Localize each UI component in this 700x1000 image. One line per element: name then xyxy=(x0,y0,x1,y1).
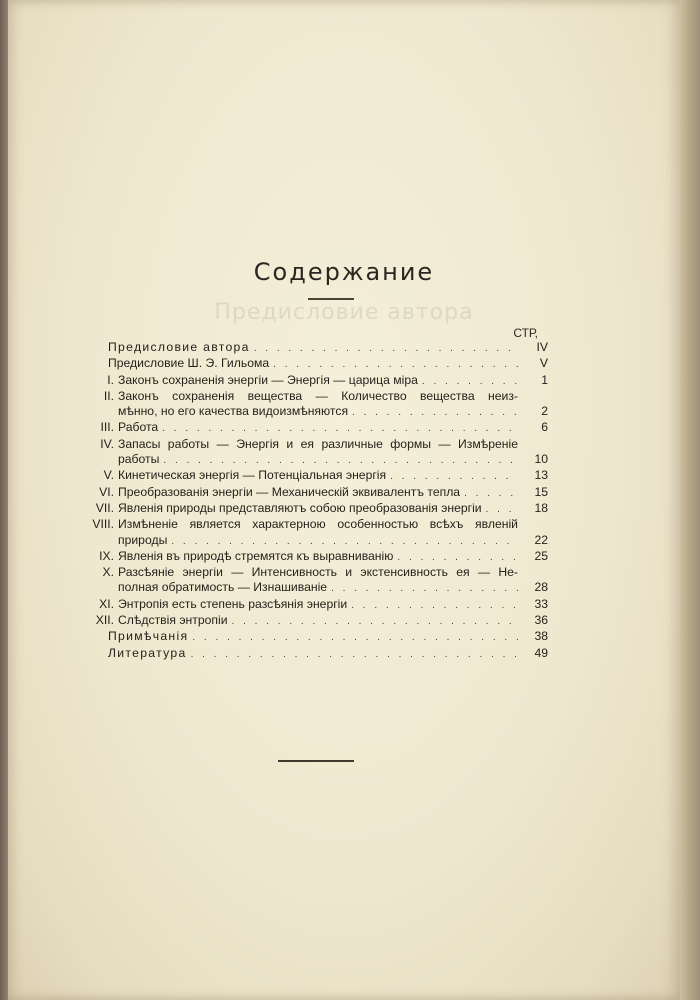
toc-entry-page: 18 xyxy=(534,500,548,515)
toc-entry-title: Преобразованія энергіи — Механическій эквивалентъ тепла xyxy=(118,484,461,499)
toc-entry-page: 13 xyxy=(534,468,548,483)
toc-entry-title-cont: работы xyxy=(118,452,160,467)
toc-entry-title: Разсѣяніе энергіи — Интенсивность и экстенсивность ея — Не- xyxy=(118,565,518,580)
toc-entry-title: Измѣненіе является характерною особенностью всѣхъ явленій xyxy=(118,517,518,532)
toc-entry-page: 10 xyxy=(534,452,548,467)
toc-entry-number: V. xyxy=(103,468,114,483)
page-stack-edge xyxy=(680,0,700,1000)
toc-entry-page: IV xyxy=(536,340,548,354)
toc-entry-title: Примѣчанія xyxy=(108,629,189,644)
toc-entry-title: Запасы работы — Энергія и ея различные формы — Измѣреніе xyxy=(118,436,518,451)
toc-entry-number: IX. xyxy=(99,548,114,563)
toc-entry-title: Законъ сохраненія вещества — Количество вещества неиз- xyxy=(118,388,518,403)
toc-entry-number: VI. xyxy=(99,484,114,499)
toc-entry-title-cont: природы xyxy=(118,532,168,547)
toc-entry-page: 25 xyxy=(534,548,548,563)
toc-entry xyxy=(86,565,548,597)
leader-dots xyxy=(464,486,518,501)
toc-entry xyxy=(86,420,548,436)
toc-entry-title: Кинетическая энергія — Потенціальная энергія xyxy=(118,468,387,483)
table-of-contents xyxy=(86,340,548,662)
toc-entry xyxy=(108,629,548,645)
toc-entry xyxy=(86,517,548,549)
toc-entry-page: 36 xyxy=(534,613,548,628)
toc-entry-page: 38 xyxy=(534,629,548,644)
toc-entry xyxy=(86,549,548,565)
toc-entry xyxy=(86,373,548,389)
leader-dots xyxy=(192,630,518,645)
leader-dots xyxy=(232,614,518,629)
leader-dots xyxy=(162,421,518,436)
toc-entry-title: Предисловие Ш. Э. Гильома xyxy=(108,356,270,371)
book-page xyxy=(8,0,680,1000)
toc-entry xyxy=(86,613,548,629)
toc-entry-number: II. xyxy=(103,388,114,403)
title-rule xyxy=(308,298,354,300)
toc-entry-title-cont: полная обратимость — Изнашиваніе xyxy=(118,580,328,595)
toc-entry-page: 28 xyxy=(534,580,548,595)
leader-dots xyxy=(390,469,518,484)
page-column-header: СТР, xyxy=(513,326,538,340)
toc-entry xyxy=(86,468,548,484)
leader-dots xyxy=(352,405,518,420)
leader-dots xyxy=(254,341,518,356)
toc-entry-page: V xyxy=(539,356,548,371)
toc-entry-title: Законъ сохраненія энергіи — Энергія — царица міра xyxy=(118,372,418,387)
leader-dots xyxy=(397,550,518,565)
toc-entry-title: Явленія въ природѣ стремятся къ выравниванію xyxy=(118,548,394,563)
leader-dots xyxy=(486,502,518,517)
toc-entry-number: I. xyxy=(107,372,114,387)
toc-entry xyxy=(86,389,548,421)
toc-entry xyxy=(86,501,548,517)
toc-entry-page: 33 xyxy=(534,596,548,611)
toc-entry-title: Предисловие автора xyxy=(108,340,250,354)
leader-dots xyxy=(273,357,518,372)
toc-entry-title: Явленія природы представляютъ собою преобразованія энергіи xyxy=(118,500,482,515)
toc-entry-page: 22 xyxy=(534,532,548,547)
toc-entry-number: III. xyxy=(100,420,114,435)
closing-rule xyxy=(278,760,354,762)
toc-entry xyxy=(86,437,548,469)
toc-entry-number: VIII. xyxy=(92,517,114,532)
toc-entry xyxy=(108,356,548,372)
toc-entry-number: X. xyxy=(102,565,114,580)
leader-dots xyxy=(331,581,518,596)
toc-entry-title: Работа xyxy=(118,420,159,435)
toc-entry-title-cont: мѣнно, но его качества видоизмѣняются xyxy=(118,404,349,419)
toc-entry xyxy=(108,340,548,356)
toc-entry-page: 2 xyxy=(541,404,548,419)
toc-entry-title: Слѣдствія энтропіи xyxy=(118,613,228,628)
leader-dots xyxy=(351,598,518,613)
show-through-text: Предисловие автора xyxy=(214,300,474,325)
toc-entry-number: XII. xyxy=(95,613,114,628)
leader-dots xyxy=(191,647,518,662)
toc-entry xyxy=(108,646,548,662)
toc-entry-number: VII. xyxy=(95,500,114,515)
toc-entry-title: Литература xyxy=(108,645,187,660)
toc-entry-page: 49 xyxy=(534,645,548,660)
toc-entry xyxy=(86,597,548,613)
page-title: Содержание xyxy=(253,258,435,286)
toc-entry-page: 15 xyxy=(534,484,548,499)
toc-entry-page: 1 xyxy=(541,372,548,387)
toc-entry-title: Энтропія есть степень разсѣянія энергіи xyxy=(118,596,348,611)
leader-dots xyxy=(163,453,518,468)
toc-entry-page: 6 xyxy=(541,420,548,435)
toc-entry xyxy=(86,485,548,501)
toc-entry-number: IV. xyxy=(100,436,114,451)
leader-dots xyxy=(422,374,518,389)
leader-dots xyxy=(171,534,518,549)
toc-entry-number: XI. xyxy=(99,596,114,611)
